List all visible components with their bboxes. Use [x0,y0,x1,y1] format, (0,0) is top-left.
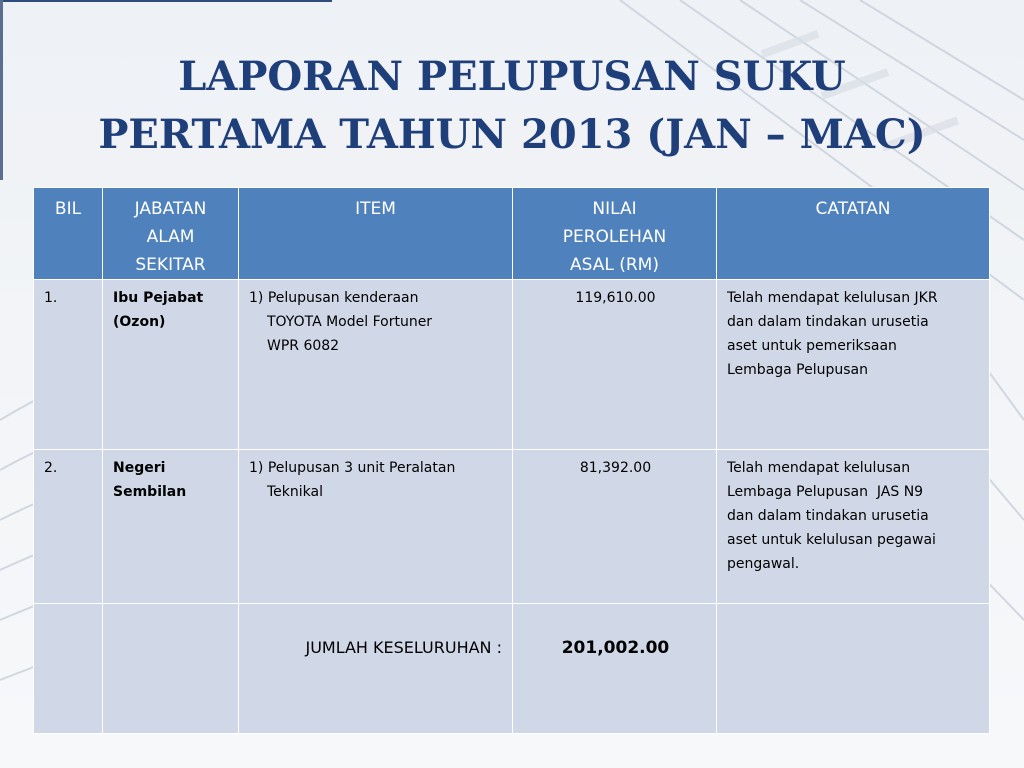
cell-nilai: 119,610.00 [513,280,717,450]
header-nilai-line: NILAI [592,199,637,219]
cell-jabatan-line: (Ozon) [113,314,166,330]
cell-empty [34,604,103,734]
disposal-report-table [33,187,990,734]
table-header-row [34,188,990,280]
cell-jabatan-line: Sembilan [113,484,187,500]
cell-jabatan-line: Negeri [113,460,166,476]
left-edge-line [0,0,3,180]
cell-catatan-line: aset untuk kelulusan pegawai [727,532,936,548]
cell-catatan [717,450,990,604]
header-nilai-line: PEROLEHAN [562,227,667,247]
cell-bil: 1. [34,280,103,450]
total-row [34,604,990,734]
header-nilai-line: ASAL (RM) [570,255,659,275]
header-bil: BIL [34,188,103,280]
cell-bil: 2. [34,450,103,604]
cell-catatan-line: Telah mendapat kelulusan [727,460,911,476]
cell-jabatan-line: Ibu Pejabat [113,290,204,306]
table-row [34,450,990,604]
cell-jabatan [103,280,239,450]
header-jabatan-line: ALAM [146,227,195,247]
cell-empty [103,604,239,734]
header-item: ITEM [239,188,513,280]
cell-empty [717,604,990,734]
cell-item [239,450,513,604]
cell-nilai: 81,392.00 [513,450,717,604]
cell-catatan-line: dan dalam tindakan urusetia [727,508,929,524]
table-row [34,280,990,450]
cell-catatan-line: dan dalam tindakan urusetia [727,314,929,330]
total-value: 201,002.00 [513,604,717,734]
total-label: JUMLAH KESELURUHAN : [239,604,513,734]
cell-catatan [717,280,990,450]
slide-title [20,48,1004,164]
header-jabatan-line: JABATAN [134,199,207,219]
header-catatan: CATATAN [717,188,990,280]
cell-item [239,280,513,450]
top-accent-line [0,0,332,2]
cell-item-line: WPR 6082 [267,338,340,354]
header-jabatan-line: SEKITAR [135,255,206,275]
cell-item-line: TOYOTA Model Fortuner [267,314,433,330]
title-line-1: LAPORAN PELUPUSAN SUKU [178,53,846,100]
cell-item-line: 1) Pelupusan kenderaan [249,290,419,306]
header-jabatan [103,188,239,280]
cell-jabatan [103,450,239,604]
header-nilai [513,188,717,280]
cell-catatan-line: Lembaga Pelupusan [727,362,869,378]
cell-item-line: 1) Pelupusan 3 unit Peralatan [249,460,456,476]
cell-catatan-line: Telah mendapat kelulusan JKR [727,290,938,306]
title-line-2: PERTAMA TAHUN 2013 (JAN – MAC) [98,111,926,158]
cell-catatan-line: aset untuk pemeriksaan [727,338,897,354]
cell-catatan-line: Lembaga Pelupusan JAS N9 [727,484,924,500]
cell-catatan-line: pengawal. [727,556,800,572]
cell-item-line: Teknikal [267,484,323,500]
